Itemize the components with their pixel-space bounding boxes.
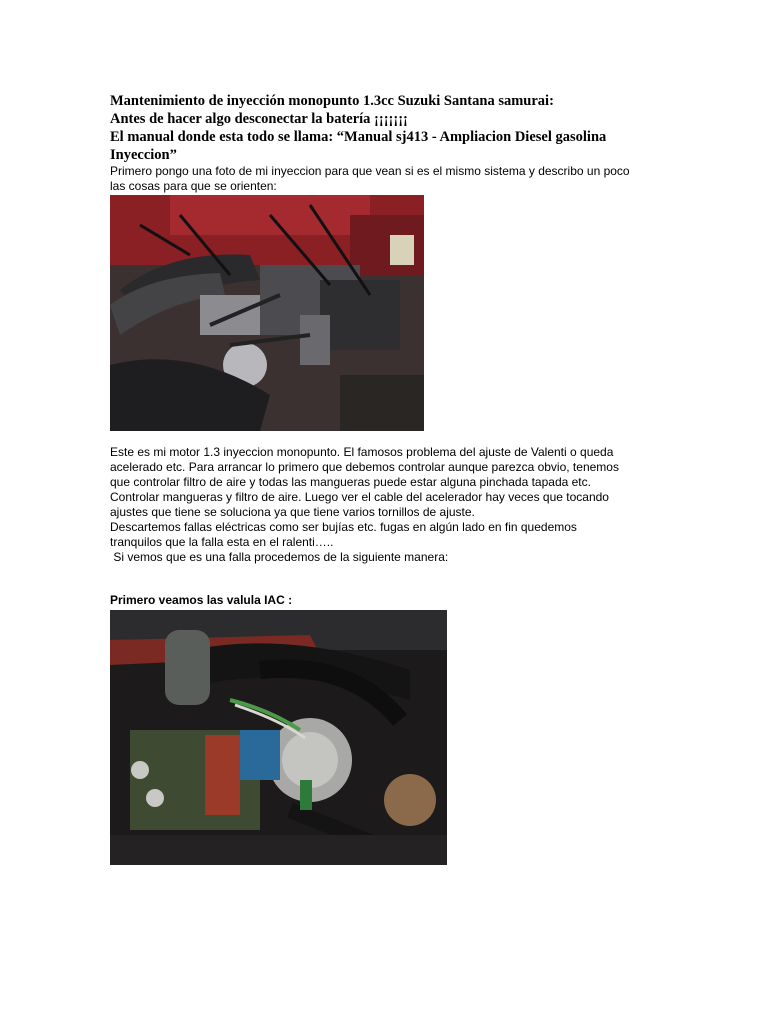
paragraph-line-4: Controlar mangueras y filtro de aire. Luego ver el cable del acelerador hay veces que tocando [110, 490, 609, 504]
intro-line-1: Primero pongo una foto de mi inyeccion para que vean si es el mismo sistema y describo un poco [110, 164, 630, 178]
heading-warning: Antes de hacer algo desconectar la batería ¡¡¡¡¡¡¡ [110, 111, 408, 127]
paragraph-line-3: que controlar filtro de aire y todas las mangueras puede estar alguna pinchada tapada etc. [110, 475, 591, 489]
document-page [110, 92, 670, 865]
section-title: Primero veamos las valula IAC : [110, 593, 293, 607]
paragraph-line-1: Este es mi motor 1.3 inyeccion monopunto. El famosos problema del ajuste de Valenti o queda [110, 445, 614, 459]
heading-title: Mantenimiento de inyección monopunto 1.3cc Suzuki Santana samurai: [110, 93, 554, 109]
paragraph-line-2: acelerado etc. Para arrancar lo primero que debemos controlar aunque parezca obvio, tenemos [110, 460, 619, 474]
heading-manual: El manual donde esta todo se llama: “Manual sj413 - Ampliacion Diesel gasolina [110, 129, 607, 145]
iac-valve-photo [110, 610, 447, 865]
heading-manual-cont: Inyeccion” [110, 147, 177, 163]
paragraph-line-5: ajustes que tiene se soluciona ya que tiene varios tornillos de ajuste. [110, 505, 475, 519]
paragraph-line-7: tranquilos que la falla esta en el ralenti….. [110, 535, 334, 549]
paragraph-line-8: Si vemos que es una falla procedemos de la siguiente manera: [110, 550, 449, 564]
intro-line-2: las cosas para que se orienten: [110, 179, 277, 193]
engine-photo [110, 195, 424, 431]
paragraph-line-6: Descartemos fallas eléctricas como ser bujías etc. fugas en algún lado en fin quedemos [110, 520, 577, 534]
